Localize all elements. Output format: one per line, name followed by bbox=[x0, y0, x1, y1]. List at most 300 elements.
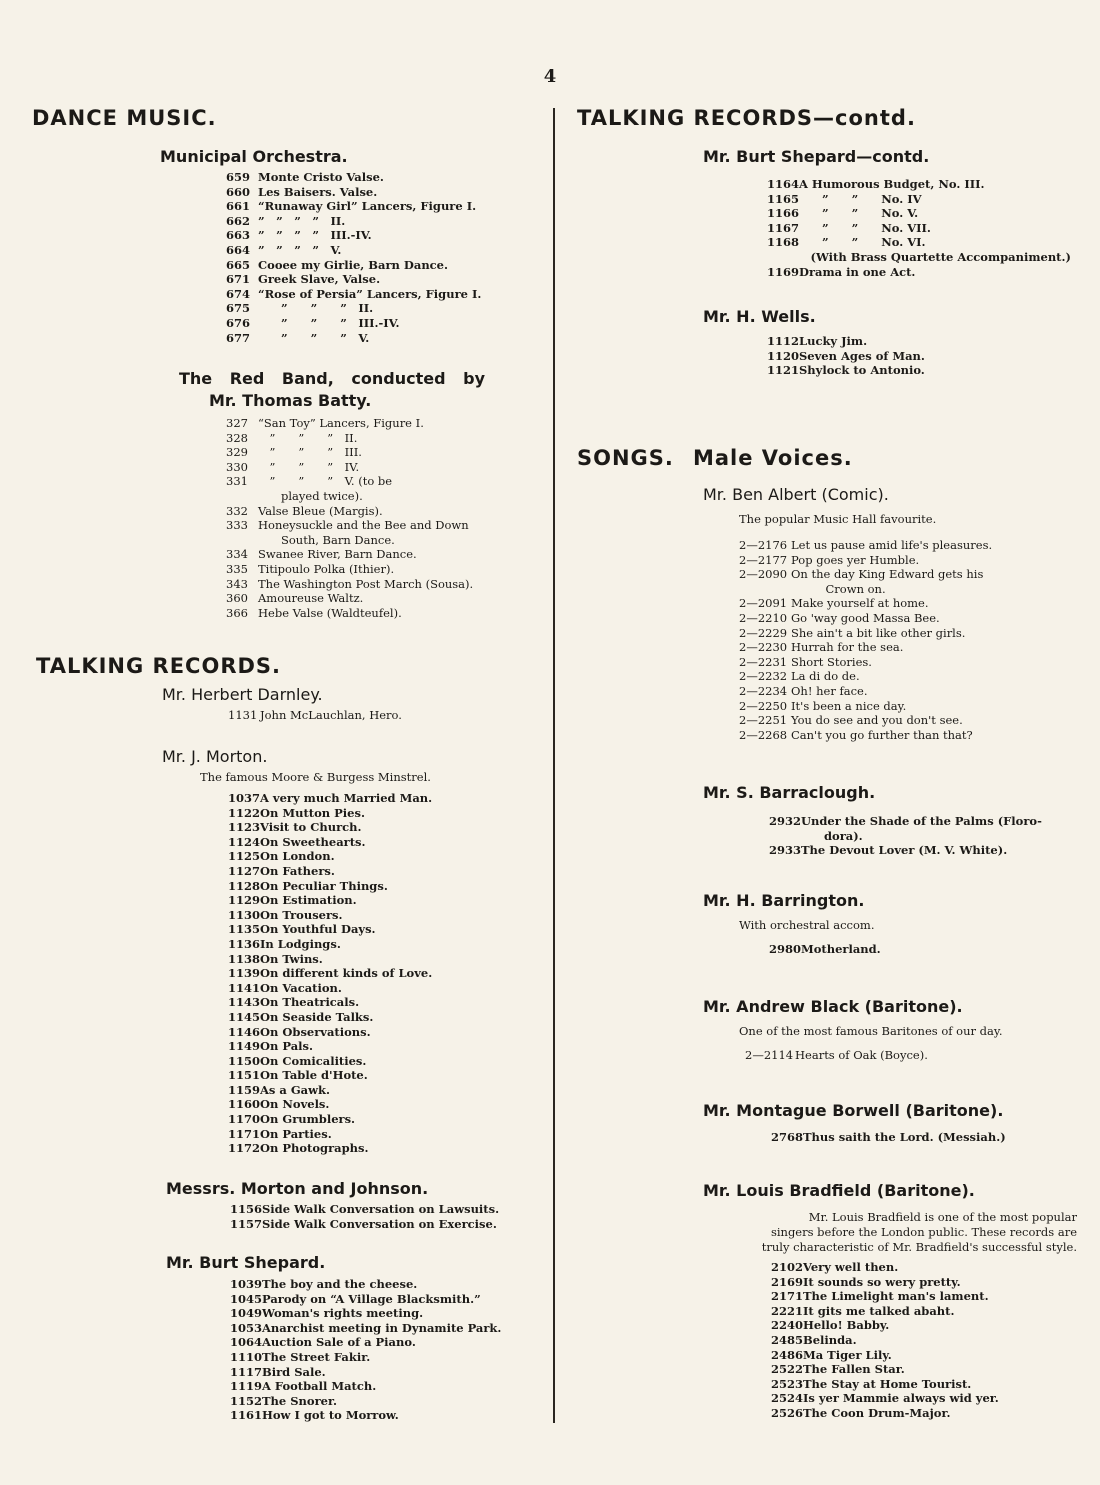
record-entry bbox=[226, 606, 536, 621]
record-entry bbox=[767, 334, 1067, 349]
record-number: 1049 bbox=[230, 1306, 263, 1321]
record-number: 675 bbox=[226, 301, 251, 316]
record-title: On Parties. bbox=[260, 1126, 332, 1141]
entry-list-h-wells bbox=[767, 334, 1067, 378]
record-entry bbox=[228, 952, 528, 967]
record-number: 1129 bbox=[228, 893, 261, 908]
record-title: Pop goes yer Humble. bbox=[791, 552, 920, 567]
record-title: The Washington Post March (Sousa). bbox=[258, 576, 474, 591]
record-entry bbox=[226, 416, 536, 431]
record-number: 2524 bbox=[771, 1391, 804, 1406]
record-number: 1145 bbox=[228, 1009, 261, 1024]
record-number: 1171 bbox=[228, 1126, 261, 1141]
record-entry bbox=[767, 206, 1067, 221]
record-title: On Table d'Hote. bbox=[260, 1068, 368, 1083]
record-title: Parody on “A Village Blacksmith.” bbox=[262, 1291, 481, 1306]
record-entry bbox=[739, 553, 1079, 568]
record-number: 1128 bbox=[228, 878, 261, 893]
record-entry bbox=[226, 272, 536, 287]
record-number: 1141 bbox=[228, 980, 261, 995]
record-entry bbox=[228, 1097, 528, 1112]
record-number: 2—2090 bbox=[739, 567, 788, 582]
record-entry bbox=[228, 806, 528, 821]
record-number: 1121 bbox=[767, 363, 800, 378]
record-number: 1122 bbox=[228, 805, 261, 820]
record-number: 2523 bbox=[771, 1376, 804, 1391]
record-entry bbox=[226, 214, 536, 229]
record-title: ” ” ” V. (to be bbox=[258, 474, 393, 489]
record-title: Is yer Mammie always wid yer. bbox=[803, 1391, 999, 1406]
record-number: 663 bbox=[226, 228, 251, 243]
record-title: Valse Bleue (Margis). bbox=[258, 503, 383, 518]
record-entry bbox=[230, 1292, 535, 1307]
record-number: 1138 bbox=[228, 951, 261, 966]
record-entry bbox=[771, 1289, 1071, 1304]
record-entry bbox=[739, 713, 1079, 728]
record-title: On the day King Edward gets his bbox=[791, 567, 984, 582]
record-title: Amoureuse Waltz. bbox=[258, 591, 364, 606]
record-entry bbox=[226, 504, 536, 519]
group-title-herbert-darnley: Mr. Herbert Darnley. bbox=[162, 685, 323, 704]
record-title: John McLauchlan, Hero. bbox=[260, 708, 402, 722]
record-number: 1135 bbox=[228, 922, 261, 937]
record-title: Shylock to Antonio. bbox=[799, 363, 925, 378]
record-number: 1039 bbox=[230, 1277, 263, 1291]
record-entry bbox=[767, 265, 1067, 280]
record-number: 331 bbox=[226, 474, 248, 489]
record-number: 665 bbox=[226, 257, 251, 272]
record-title: Make yourself at home. bbox=[791, 596, 929, 611]
record-entry bbox=[739, 538, 1079, 553]
record-entry bbox=[226, 533, 536, 548]
record-entry bbox=[226, 243, 536, 258]
record-entry bbox=[228, 1068, 528, 1083]
record-title: On Theatricals. bbox=[260, 995, 360, 1010]
record-title: Auction Sale of a Piano. bbox=[262, 1335, 416, 1350]
section-title-dance-music: DANCE MUSIC. bbox=[32, 106, 217, 130]
record-number: 2485 bbox=[771, 1332, 804, 1347]
record-entry bbox=[767, 192, 1067, 207]
record-title: On Sweethearts. bbox=[260, 834, 366, 849]
entry-list-darnley bbox=[228, 708, 528, 723]
record-title: Motherland. bbox=[801, 942, 881, 956]
group-title-h-barrington: Mr. H. Barrington. bbox=[703, 891, 865, 910]
record-entry bbox=[226, 331, 536, 346]
record-entry bbox=[226, 445, 536, 460]
record-title: Les Baisers. Valse. bbox=[258, 184, 378, 199]
record-number: 1164 bbox=[767, 177, 800, 191]
record-title: ” ” ” ” III.-IV. bbox=[258, 228, 372, 243]
record-number: 2—2234 bbox=[739, 683, 788, 698]
record-entry bbox=[739, 669, 1079, 684]
record-title: It gits me talked abaht. bbox=[803, 1303, 955, 1318]
record-title: Hebe Valse (Waldteufel). bbox=[258, 605, 402, 620]
record-entry bbox=[226, 562, 536, 577]
record-number: 1119 bbox=[230, 1379, 263, 1394]
record-number: 2171 bbox=[771, 1289, 804, 1304]
group-title-louis-bradfield: Mr. Louis Bradfield (Baritone). bbox=[703, 1181, 975, 1200]
record-entry bbox=[228, 922, 528, 937]
record-title: Crown on. bbox=[791, 581, 886, 596]
record-entry bbox=[230, 1306, 535, 1321]
record-number: 1124 bbox=[228, 834, 261, 849]
record-title: “Rose of Persia” Lancers, Figure I. bbox=[258, 286, 482, 301]
black-description: One of the most famous Baritones of our day. bbox=[739, 1024, 1003, 1038]
entry-list-municipal bbox=[226, 170, 536, 345]
column-divider bbox=[553, 108, 555, 1423]
record-entry bbox=[771, 1260, 1071, 1275]
section-title-songs: SONGS. bbox=[577, 446, 674, 470]
record-title: The Snorer. bbox=[262, 1393, 337, 1408]
group-title-ben-albert: Mr. Ben Albert (Comic). bbox=[703, 485, 889, 504]
record-number: 333 bbox=[226, 518, 248, 533]
section-subtitle-male-voices: Male Voices. bbox=[692, 446, 853, 470]
record-entry bbox=[228, 937, 528, 952]
record-title: Monte Cristo Valse. bbox=[258, 170, 384, 184]
record-entry bbox=[226, 547, 536, 562]
record-title: It's been a nice day. bbox=[791, 698, 907, 713]
group-title-red-band: The Red Band, conducted by bbox=[179, 369, 486, 388]
record-number: 1161 bbox=[230, 1408, 263, 1423]
record-entry bbox=[771, 1362, 1071, 1377]
record-entry bbox=[771, 1406, 1071, 1421]
record-entry bbox=[226, 199, 536, 214]
record-entry bbox=[228, 981, 528, 996]
record-entry bbox=[739, 728, 1079, 743]
record-number: 1110 bbox=[230, 1349, 263, 1364]
record-title: ” ” ” ” II. bbox=[258, 213, 346, 228]
record-entry bbox=[739, 699, 1079, 714]
record-title: Under the Shade of the Palms (Floro- bbox=[801, 814, 1042, 828]
record-title: A Football Match. bbox=[262, 1379, 377, 1394]
record-title: Thus saith the Lord. (Messiah.) bbox=[803, 1130, 1006, 1144]
record-entry bbox=[228, 791, 528, 806]
record-title: Ma Tiger Lily. bbox=[803, 1347, 892, 1362]
record-number: 1172 bbox=[228, 1141, 261, 1156]
record-title: The Coon Drum-Major. bbox=[803, 1405, 951, 1420]
record-title: The Limelight man's lament. bbox=[803, 1289, 989, 1304]
record-number: 343 bbox=[226, 576, 248, 591]
record-number: 2933 bbox=[769, 843, 802, 858]
record-number: 1037 bbox=[228, 791, 261, 805]
record-entry bbox=[771, 1391, 1071, 1406]
record-entry bbox=[226, 170, 536, 185]
record-entry bbox=[739, 582, 1079, 597]
record-number: 1151 bbox=[228, 1068, 261, 1083]
record-number bbox=[226, 533, 258, 548]
record-entry bbox=[739, 596, 1079, 611]
record-title: ” ” No. V. bbox=[799, 206, 919, 221]
group-title-h-wells: Mr. H. Wells. bbox=[703, 307, 816, 326]
record-number: 1150 bbox=[228, 1053, 261, 1068]
record-number: 1117 bbox=[230, 1364, 263, 1379]
record-title: Anarchist meeting in Dynamite Park. bbox=[262, 1320, 502, 1335]
entry-list-borwell bbox=[771, 1130, 1071, 1145]
record-entry bbox=[228, 966, 528, 981]
record-title: On Mutton Pies. bbox=[260, 805, 365, 820]
record-title: ” ” ” III. bbox=[258, 445, 362, 460]
record-number: 1064 bbox=[230, 1335, 263, 1350]
record-title: “San Toy” Lancers, Figure I. bbox=[258, 416, 424, 430]
record-entry bbox=[771, 1130, 1071, 1145]
record-title: Belinda. bbox=[803, 1332, 857, 1347]
record-title: ” ” No. VII. bbox=[799, 220, 931, 235]
record-number: 1123 bbox=[228, 820, 261, 835]
record-entry bbox=[226, 431, 536, 446]
record-title: On Youthful Days. bbox=[260, 922, 376, 937]
record-entry bbox=[739, 626, 1079, 641]
record-title: ” ” ” ” V. bbox=[258, 242, 342, 257]
record-title: On different kinds of Love. bbox=[260, 966, 433, 981]
record-title: (With Brass Quartette Accompaniment.) bbox=[799, 249, 1071, 264]
record-title: On Twins. bbox=[260, 951, 323, 966]
record-number: 677 bbox=[226, 330, 251, 345]
record-title: played twice). bbox=[258, 488, 363, 503]
record-title: As a Gawk. bbox=[260, 1082, 330, 1097]
record-number: 660 bbox=[226, 184, 251, 199]
group-title-montague-borwell: Mr. Montague Borwell (Baritone). bbox=[703, 1101, 1004, 1120]
record-entry bbox=[228, 1010, 528, 1025]
record-entry bbox=[228, 1054, 528, 1069]
record-number: 2526 bbox=[771, 1405, 804, 1420]
record-entry bbox=[228, 820, 528, 835]
record-number: 2768 bbox=[771, 1130, 804, 1144]
group-title-municipal-orchestra: Municipal Orchestra. bbox=[160, 147, 348, 166]
record-title: On Vacation. bbox=[260, 980, 342, 995]
record-number: 661 bbox=[226, 199, 251, 214]
record-number bbox=[767, 250, 799, 265]
record-entry bbox=[226, 185, 536, 200]
record-entry bbox=[769, 814, 1069, 829]
record-entry bbox=[228, 708, 528, 723]
record-title: ” ” ” II. bbox=[258, 430, 358, 445]
record-entry bbox=[230, 1335, 535, 1350]
record-number: 1152 bbox=[230, 1393, 263, 1408]
record-entry bbox=[745, 1048, 1065, 1063]
record-entry bbox=[230, 1379, 535, 1394]
record-number: 2—2251 bbox=[739, 713, 788, 728]
barrington-description: With orchestral accom. bbox=[739, 918, 875, 932]
record-entry bbox=[228, 995, 528, 1010]
record-number: 330 bbox=[226, 459, 248, 474]
record-entry bbox=[228, 1141, 528, 1156]
record-number bbox=[739, 582, 791, 597]
record-number: 2486 bbox=[771, 1347, 804, 1362]
record-title: A very much Married Man. bbox=[260, 791, 433, 805]
record-number: 1146 bbox=[228, 1024, 261, 1039]
record-entry bbox=[230, 1202, 535, 1217]
entry-list-morton-johnson bbox=[230, 1202, 535, 1231]
record-number: 2522 bbox=[771, 1362, 804, 1377]
record-number: 1156 bbox=[230, 1202, 263, 1216]
record-entry bbox=[230, 1365, 535, 1380]
record-title: Seven Ages of Man. bbox=[799, 348, 925, 363]
record-entry bbox=[226, 591, 536, 606]
record-title: On Grumblers. bbox=[260, 1112, 356, 1127]
group-title-burt-shepard-contd: Mr. Burt Shepard—contd. bbox=[703, 147, 930, 166]
record-entry bbox=[771, 1333, 1071, 1348]
record-title: dora). bbox=[801, 828, 863, 843]
record-number: 662 bbox=[226, 213, 251, 228]
record-title: Drama in one Act. bbox=[799, 264, 916, 279]
record-entry bbox=[767, 349, 1067, 364]
group-title-andrew-black: Mr. Andrew Black (Baritone). bbox=[703, 997, 963, 1016]
record-entry bbox=[771, 1318, 1071, 1333]
record-title: She ain't a bit like other girls. bbox=[791, 625, 966, 640]
record-title: The Street Fakir. bbox=[262, 1349, 371, 1364]
record-entry bbox=[226, 518, 536, 533]
entry-list-ben-albert bbox=[739, 538, 1079, 742]
record-entry bbox=[226, 460, 536, 475]
record-number: 328 bbox=[226, 430, 248, 445]
record-title: Swanee River, Barn Dance. bbox=[258, 547, 417, 562]
record-number: 1131 bbox=[228, 708, 258, 722]
record-entry bbox=[228, 1127, 528, 1142]
record-number: 2240 bbox=[771, 1318, 804, 1333]
record-number: 659 bbox=[226, 170, 251, 184]
entry-list-louis-bradfield bbox=[771, 1260, 1071, 1421]
albert-description: The popular Music Hall favourite. bbox=[739, 512, 937, 526]
page-number: 4 bbox=[543, 66, 557, 87]
record-number: 1169 bbox=[767, 264, 800, 279]
record-title: On Seaside Talks. bbox=[260, 1009, 374, 1024]
record-title: The boy and the cheese. bbox=[262, 1277, 418, 1291]
group-title-s-barraclough: Mr. S. Barraclough. bbox=[703, 783, 876, 802]
record-title: On Fathers. bbox=[260, 863, 335, 878]
record-title: On London. bbox=[260, 849, 335, 864]
record-entry bbox=[226, 258, 536, 273]
record-number: 2—2177 bbox=[739, 552, 788, 567]
record-number: 2932 bbox=[769, 814, 802, 828]
record-number: 1157 bbox=[230, 1216, 263, 1231]
record-title: On Photographs. bbox=[260, 1141, 369, 1156]
record-number: 671 bbox=[226, 272, 251, 287]
record-entry bbox=[228, 1039, 528, 1054]
record-entry bbox=[767, 235, 1067, 250]
record-number: 2102 bbox=[771, 1260, 804, 1274]
record-title: Let us pause amid life's pleasures. bbox=[791, 538, 993, 552]
record-number bbox=[769, 829, 801, 844]
record-entry bbox=[767, 249, 1071, 265]
entry-list-barraclough bbox=[769, 814, 1069, 858]
record-number: 327 bbox=[226, 416, 248, 430]
record-entry bbox=[771, 1348, 1071, 1363]
record-title: Titipoulo Polka (Ithier). bbox=[258, 561, 395, 576]
record-entry bbox=[769, 942, 1069, 957]
group-title-j-morton: Mr. J. Morton. bbox=[162, 747, 268, 766]
record-number: 2—2250 bbox=[739, 698, 788, 713]
record-entry bbox=[228, 1025, 528, 1040]
record-entry bbox=[769, 843, 1069, 858]
record-entry bbox=[739, 611, 1079, 626]
record-number: 2980 bbox=[769, 942, 802, 956]
record-title: On Estimation. bbox=[260, 893, 357, 908]
record-title: ” ” ” IV. bbox=[258, 459, 360, 474]
record-number: 2—2268 bbox=[739, 727, 788, 742]
record-title: On Comicalities. bbox=[260, 1053, 367, 1068]
record-title: You do see and you don't see. bbox=[791, 713, 963, 728]
record-title: On Peculiar Things. bbox=[260, 878, 388, 893]
record-number: 2221 bbox=[771, 1303, 804, 1318]
record-entry bbox=[226, 287, 536, 302]
record-number: 1130 bbox=[228, 907, 261, 922]
record-title: ” ” No. VI. bbox=[799, 235, 926, 250]
record-title: ” ” ” V. bbox=[258, 330, 370, 345]
entry-list-burt-shepard bbox=[230, 1277, 535, 1423]
record-title: It sounds so wery pretty. bbox=[803, 1274, 961, 1289]
record-entry bbox=[228, 864, 528, 879]
group-title-morton-johnson: Messrs. Morton and Johnson. bbox=[166, 1179, 429, 1198]
group-title-conductor: Mr. Thomas Batty. bbox=[209, 391, 372, 410]
record-number: 1139 bbox=[228, 966, 261, 981]
record-title: Bird Sale. bbox=[262, 1364, 326, 1379]
record-title: On Pals. bbox=[260, 1039, 314, 1054]
record-number: 1045 bbox=[230, 1291, 263, 1306]
record-title: Hello! Babby. bbox=[803, 1318, 890, 1333]
entry-list-shepard-contd bbox=[767, 177, 1071, 279]
entry-list-morton bbox=[228, 791, 528, 1156]
record-number: 334 bbox=[226, 547, 248, 562]
section-title-talking-records-contd: TALKING RECORDS—contd. bbox=[577, 106, 916, 130]
record-title: Hurrah for the sea. bbox=[791, 640, 904, 655]
record-entry bbox=[226, 577, 536, 592]
record-title: The Fallen Star. bbox=[803, 1362, 905, 1377]
record-title: Visit to Church. bbox=[260, 820, 362, 835]
record-number: 1127 bbox=[228, 863, 261, 878]
record-entry bbox=[230, 1321, 535, 1336]
record-entry bbox=[739, 567, 1079, 582]
record-title: Can't you go further than that? bbox=[791, 727, 973, 742]
record-title: Very well then. bbox=[803, 1260, 899, 1274]
record-number: 1120 bbox=[767, 348, 800, 363]
record-title: A Humorous Budget, No. III. bbox=[799, 177, 985, 191]
entry-list-barrington bbox=[769, 942, 1069, 957]
record-title: Side Walk Conversation on Exercise. bbox=[262, 1216, 497, 1231]
record-number: 366 bbox=[226, 605, 248, 620]
record-title: Lucky Jim. bbox=[799, 334, 868, 348]
record-entry bbox=[226, 489, 536, 504]
record-title: ” ” ” II. bbox=[258, 301, 374, 316]
record-number: 674 bbox=[226, 286, 251, 301]
bradfield-description-line-3: truly characteristic of Mr. Bradfield's successful style. bbox=[761, 1240, 1077, 1254]
record-title: On Trousers. bbox=[260, 907, 343, 922]
record-title: Greek Slave, Valse. bbox=[258, 272, 381, 287]
record-entry bbox=[226, 301, 536, 316]
bradfield-description-line-1: Mr. Louis Bradfield is one of the most popular bbox=[808, 1210, 1077, 1224]
record-entry bbox=[771, 1377, 1071, 1392]
record-entry bbox=[771, 1304, 1071, 1319]
record-title: ” ” ” III.-IV. bbox=[258, 315, 400, 330]
record-entry bbox=[739, 640, 1079, 655]
record-title: How I got to Morrow. bbox=[262, 1408, 399, 1423]
record-entry bbox=[228, 1112, 528, 1127]
record-number: 1170 bbox=[228, 1112, 261, 1127]
record-number: 1053 bbox=[230, 1320, 263, 1335]
record-title: “Runaway Girl” Lancers, Figure I. bbox=[258, 199, 477, 214]
record-number: 2—2176 bbox=[739, 538, 788, 552]
record-number: 2—2210 bbox=[739, 610, 788, 625]
record-number: 1125 bbox=[228, 849, 261, 864]
record-number: 1159 bbox=[228, 1082, 261, 1097]
record-entry bbox=[226, 228, 536, 243]
record-entry bbox=[739, 684, 1079, 699]
record-number: 1168 bbox=[767, 235, 800, 250]
record-title: Go 'way good Massa Bee. bbox=[791, 610, 940, 625]
record-number: 1136 bbox=[228, 936, 261, 951]
morton-description: The famous Moore & Burgess Minstrel. bbox=[200, 770, 431, 784]
record-title: Side Walk Conversation on Lawsuits. bbox=[262, 1202, 500, 1216]
record-title: South, Barn Dance. bbox=[258, 532, 395, 547]
